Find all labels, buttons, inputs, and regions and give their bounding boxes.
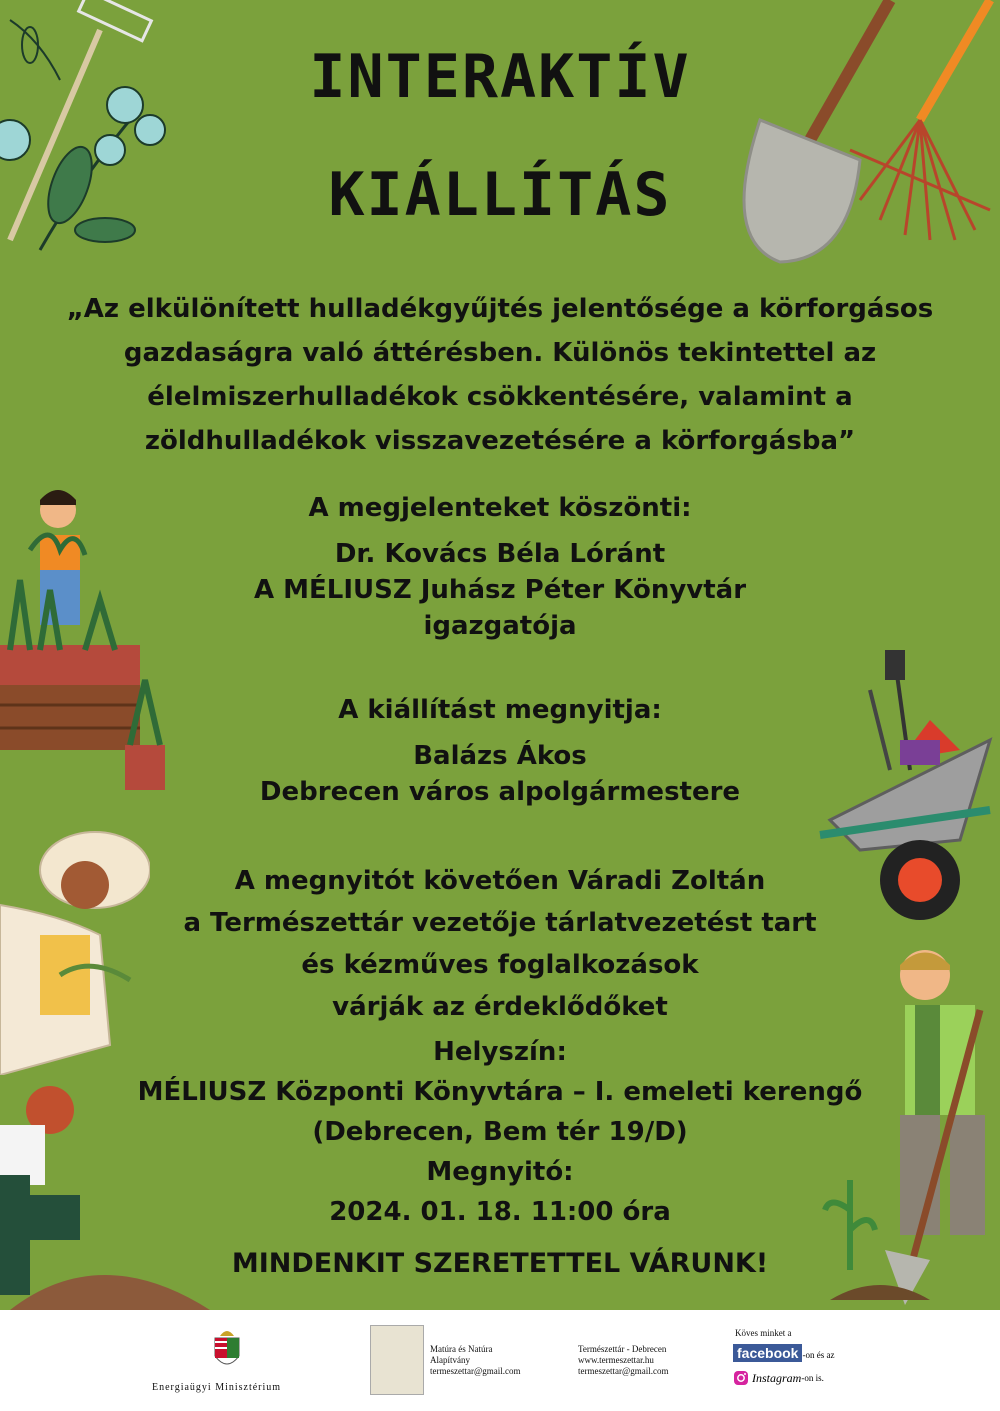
instagram-suffix: -on is. — [801, 1373, 824, 1383]
welcome-heading: A megjelenteket köszönti: — [308, 493, 692, 523]
program-line: A megnyitót követően Váradi Zoltán — [234, 866, 766, 896]
location-section — [0, 1032, 1000, 1232]
opening-datetime: 2024. 01. 18. 11:00 óra — [329, 1197, 671, 1227]
termeszettar-name: Természettár - Debrecen — [578, 1344, 667, 1354]
exhibition-subtitle — [0, 287, 1000, 463]
termeszettar-info — [578, 1344, 669, 1377]
foundation-info — [430, 1344, 521, 1377]
termeszettar-email[interactable]: termeszettar@gmail.com — [578, 1366, 669, 1376]
page-title-line1: INTERAKTÍV — [309, 42, 691, 112]
subtitle-line: gazdaságra való áttérésben. Különös tekintettel az — [123, 338, 877, 368]
instagram-label[interactable]: Instagram — [752, 1370, 802, 1385]
location-label: Helyszín: — [433, 1037, 567, 1067]
program-section — [0, 860, 1000, 1028]
termeszettar-website[interactable]: www.termeszettar.hu — [578, 1355, 654, 1365]
location-address: (Debrecen, Bem tér 19/D) — [312, 1117, 688, 1147]
facebook-row — [733, 1344, 834, 1362]
foundation-email: termeszettar@gmail.com — [430, 1366, 521, 1376]
ministry-label: Energiaügyi Minisztérium — [152, 1382, 282, 1393]
instagram-icon[interactable] — [733, 1370, 749, 1386]
foundation-book-image — [370, 1325, 424, 1395]
foundation-name: Matúra és Natúra — [430, 1344, 493, 1354]
instagram-row — [733, 1370, 824, 1386]
subtitle-line: zöldhulladékok visszavezetésére a körforgásba” — [144, 426, 856, 456]
welcome-section — [0, 490, 1000, 644]
location-place: MÉLIUSZ Központi Könyvtára – I. emeleti kerengő — [137, 1077, 863, 1107]
coat-of-arms-icon — [212, 1326, 242, 1374]
opening-section — [0, 692, 1000, 810]
opening-time-label: Megnyitó: — [426, 1157, 574, 1187]
program-line: a Természettár vezetője tárlatvezetést tart — [183, 908, 817, 938]
opening-speaker-role: Debrecen város alpolgármestere — [259, 777, 741, 807]
program-line: és kézműves foglalkozások — [301, 950, 699, 980]
subtitle-line: élelmiszerhulladékok csökkentésére, valamint a — [147, 382, 853, 412]
page-title-line2: KIÁLLÍTÁS — [328, 160, 672, 230]
opening-speaker-name: Balázs Ákos — [413, 741, 587, 771]
welcome-speaker-role: A MÉLIUSZ Juhász Péter Könyvtár — [253, 575, 747, 605]
welcome-speaker-name: Dr. Kovács Béla Lóránt — [334, 539, 666, 569]
opening-heading: A kiállítást megnyitja: — [338, 695, 662, 725]
foundation-type: Alapítvány — [430, 1355, 470, 1365]
welcome-speaker-role: igazgatója — [423, 611, 577, 641]
sponsor-footer — [0, 1310, 1000, 1411]
facebook-logo[interactable]: facebook — [733, 1344, 802, 1362]
program-line: várják az érdeklődőket — [332, 992, 668, 1022]
facebook-suffix: -on és az — [802, 1350, 835, 1360]
subtitle-line: „Az elkülönített hulladékgyűjtés jelentősége a körforgásos — [66, 294, 934, 324]
social-follow-text: Köves minket a — [735, 1328, 792, 1338]
invitation-text: MINDENKIT SZERETETTEL VÁRUNK! — [231, 1248, 769, 1279]
